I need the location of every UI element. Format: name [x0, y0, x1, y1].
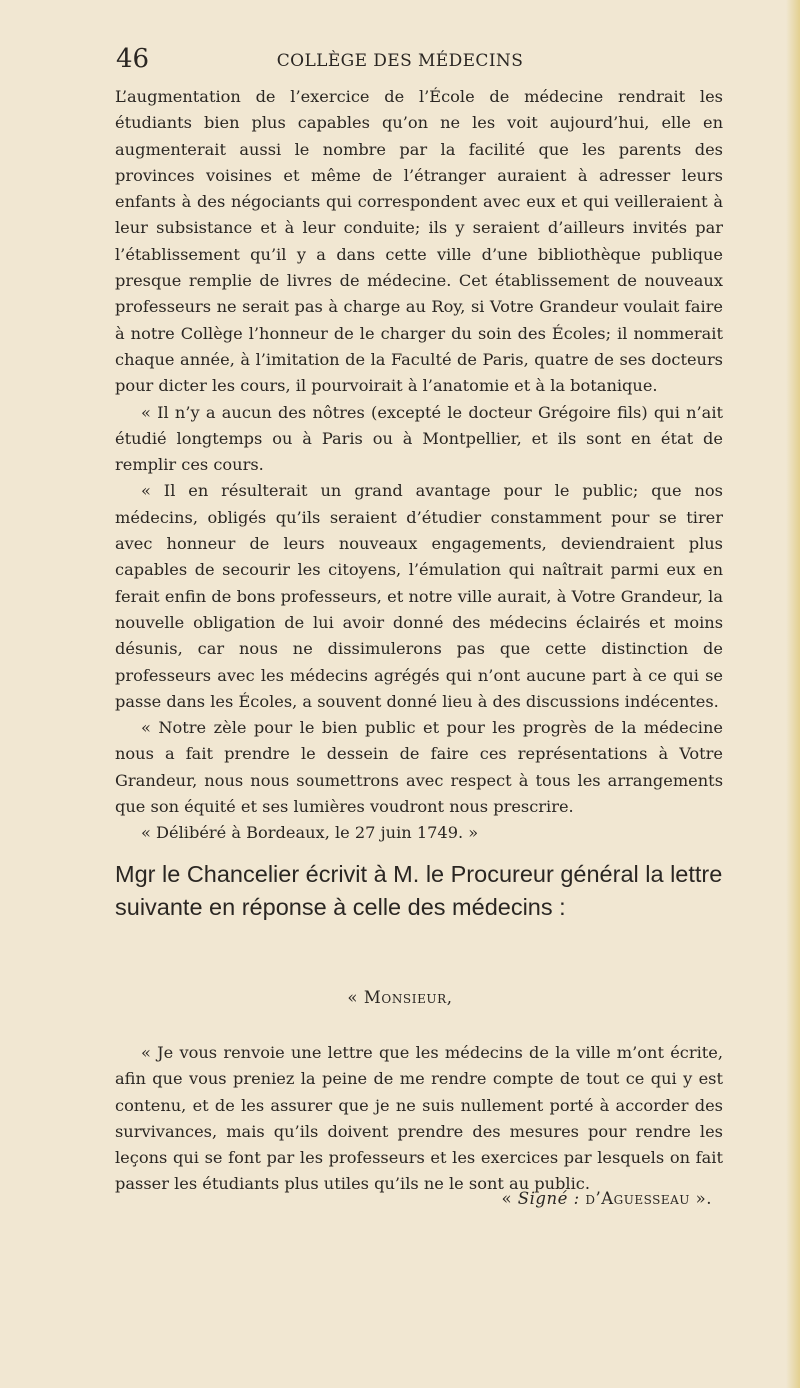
- paragraph-2: « Il n’y a aucun des nôtres (excepté le docteur Grégoire fils) qui n’ait étudié longtemps ou à Paris ou à Montpellier, et ils sont en état de remplir ces cours.: [115, 402, 723, 475]
- paragraph-3: « Il en résulterait un grand avantage pour le public; que nos médecins, obligés qu’ils seraient d’étudier constamment pour se tirer avec honneur de leurs nouveaux engagements, deviendraient plus capables de secourir les citoyens, l’émulation qui naîtrait parmi eux en ferait enfin de bons professeurs, et notre ville aurait, à Votre Grandeur, la nouvelle obligation de lui avoir donné des médecins éclairés et moins désunis, car nous ne dissimulerons pas que cette distinction de professeurs avec les médecins agrégés qui n’ont aucune part à ce qui se passe dans les Écoles, a souvent donné lieu à des discussions indécentes.: [115, 481, 723, 711]
- signature-open-quote: «: [501, 1189, 518, 1208]
- paragraph-1: L’augmentation de l’exercice de l’École de médecine rendrait les étudiants bien plus capables qu’on ne les voit aujourd’hui, elle en augmenterait aussi le nombre par la facilité que les parents des provinces voisines et même de l’étranger auraient à adresser leurs enfants à des négociants qui correspondent avec eux et qui veilleraient à leur subsistance et à leur conduite; ils y seraient d’ailleurs invités par l’établissement qu’il y a dans cette ville d’une bibliothèque publique presque remplie de livres de médecine. Cet établissement de nouveaux professeurs ne serait pas à charge au Roy, si Votre Grandeur voulait faire à notre Collège l’honneur de le charger du soin des Écoles; il nommerait chaque année, à l’imitation de la Faculté de Paris, quatre de ses docteurs pour dicter les cours, il pourvoirait à l’anatomie et à la botanique.: [115, 87, 723, 396]
- letter-paragraph: « Je vous renvoie une lettre que les médecins de la ville m’ont écrite, afin que vous preniez la peine de me rendre compte de tout ce qui y est contenu, et de les assurer que je ne suis nullement porté à accorder des survivances, mais qu’ils doivent prendre des mesures pour rendre les leçons qui se font par les professeurs et les exercices par lesquels on fait passer les étudiants plus utiles qu’ils ne le sont au public.: [115, 1043, 723, 1194]
- signature-label: Signé :: [517, 1189, 580, 1208]
- signature: [501, 1187, 712, 1211]
- letter-body: [115, 1040, 723, 1198]
- main-text: [115, 84, 723, 847]
- paragraph-4: « Notre zèle pour le bien public et pour les progrès de la médecine nous a fait prendre le dessein de faire ces représentations à Votre Grandeur, nous nous soumettrons avec respect à tous les arrangements que son équité et ses lumières voudront nous prescrire.: [115, 718, 723, 817]
- signature-name: d’Aguesseau: [579, 1189, 690, 1208]
- page-number: 46: [116, 44, 150, 74]
- running-title: COLLÈGE DES MÉDECINS: [276, 51, 524, 71]
- page-header: [0, 44, 800, 84]
- intro-heading: Mgr le Chancelier écrivit à M. le Procureur général la lettre suivante en réponse à celle des médecins :: [115, 861, 723, 920]
- paragraph-5: « Délibéré à Bordeaux, le 27 juin 1749. »: [141, 823, 479, 843]
- signature-close-quote: ».: [689, 1189, 712, 1208]
- page-edge: [786, 0, 800, 1388]
- letter-salutation: « Monsieur,: [347, 988, 453, 1007]
